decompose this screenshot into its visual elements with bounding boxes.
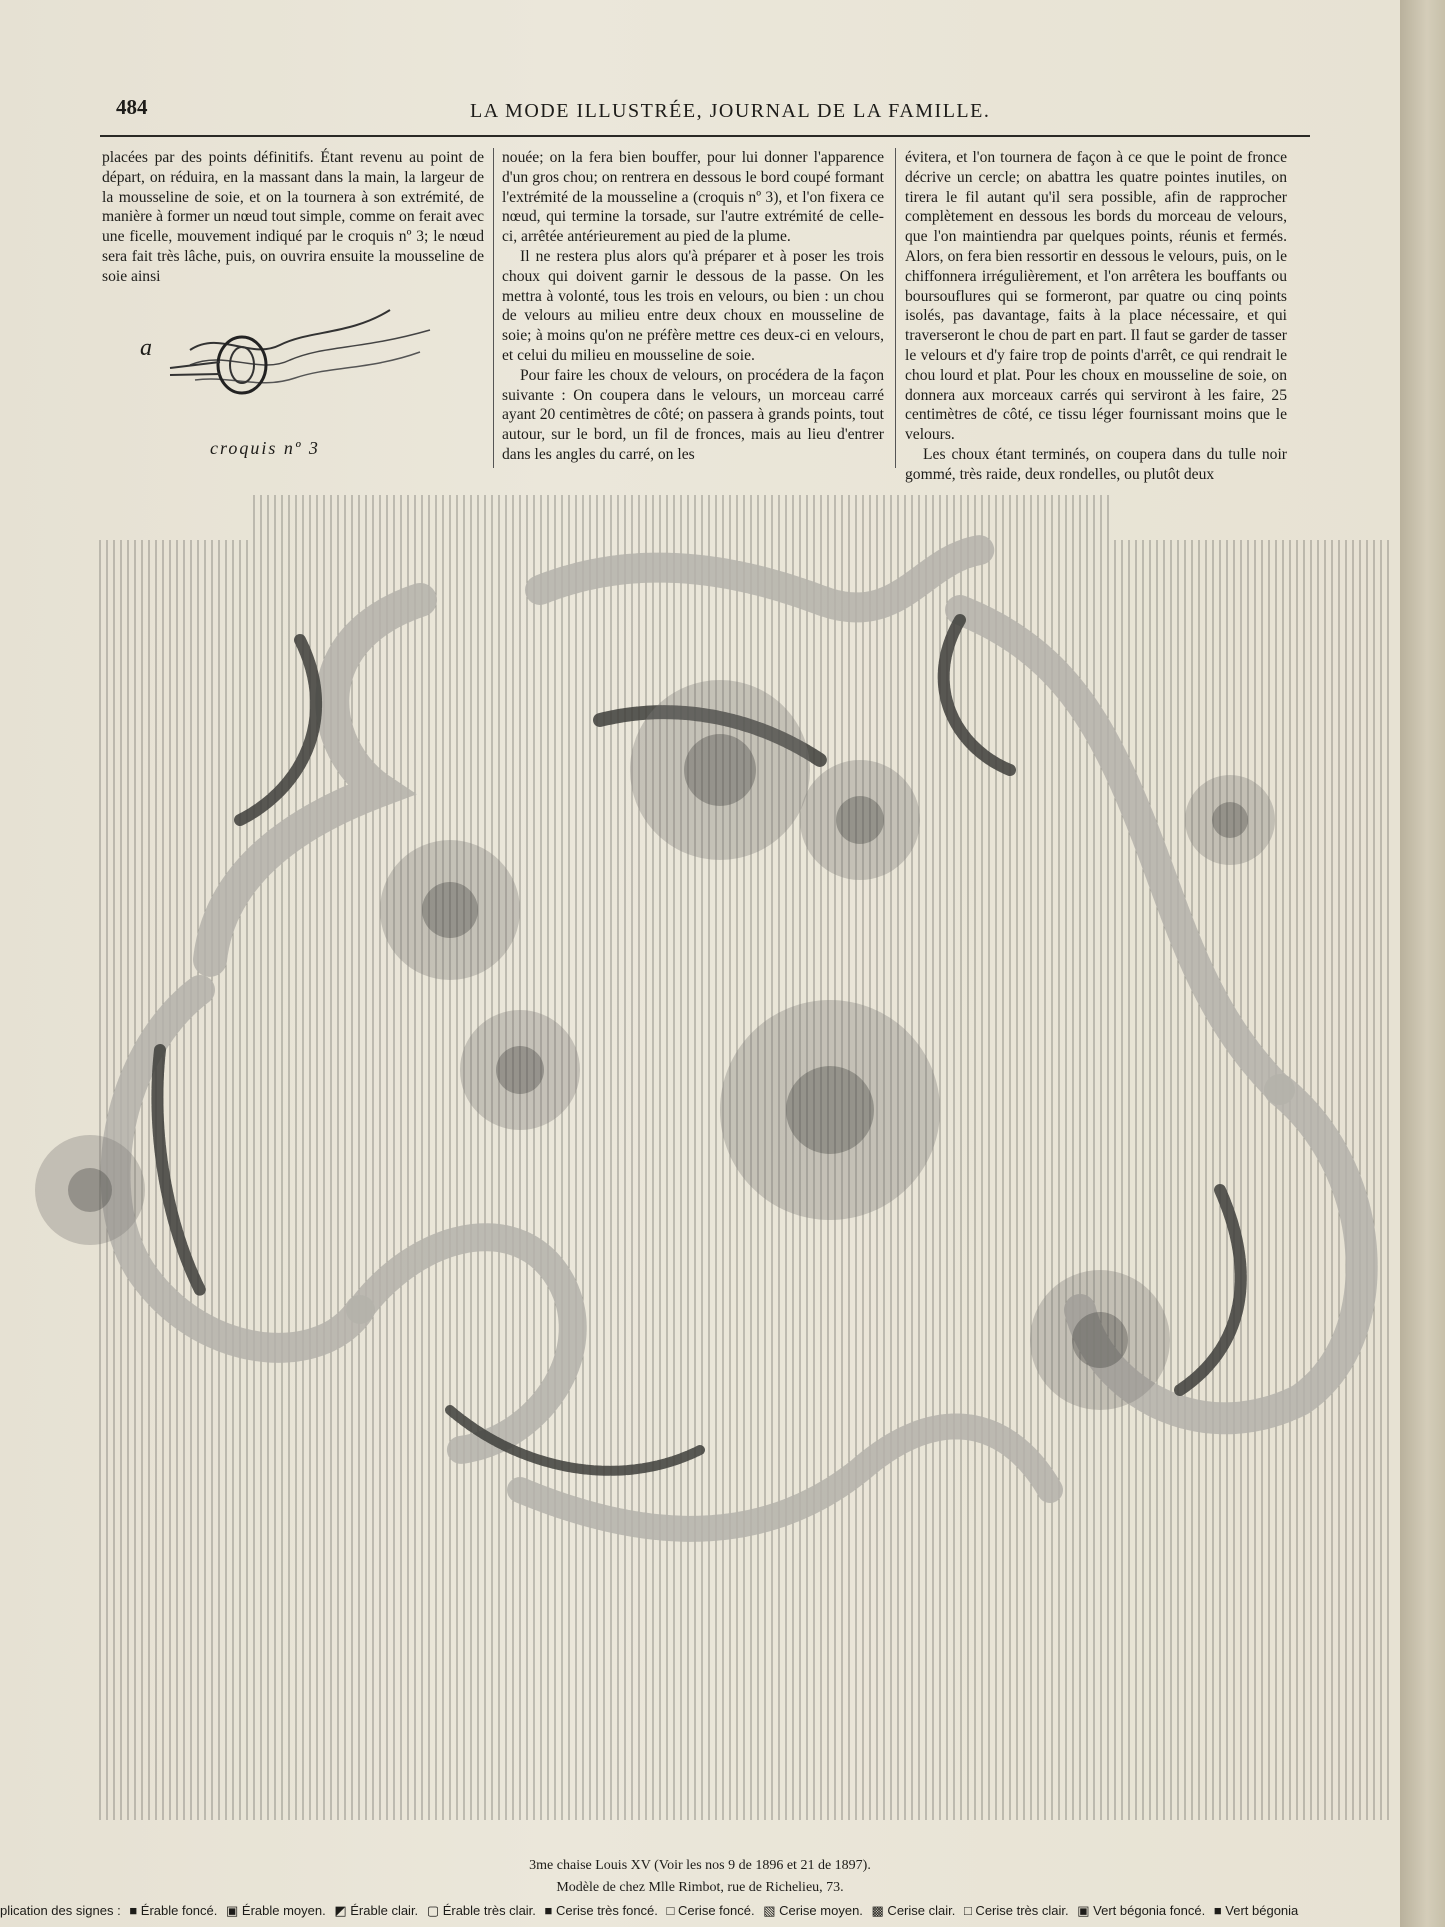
legend-item: ▣ Érable moyen. [226, 1903, 326, 1918]
legend-item: ■ Érable foncé. [129, 1903, 218, 1918]
text-column-1 [102, 148, 484, 287]
scroll-motif [116, 990, 360, 1348]
sketch-caption: croquis nº 3 [210, 438, 320, 458]
legend-item: □ Cerise très clair. [963, 1903, 1069, 1918]
flower-center [1212, 802, 1248, 838]
page-header [100, 95, 1310, 137]
paragraph: Pour faire les choux de velours, on procédera de la façon suivante : On coupera dans le velours, un morceau carré ayant 20 centimètres de côté; on passera à grands points, tout autour, sur le bord, un fil de fronces, mais au lieu d'entrer dans les angles du carré, on les [502, 366, 884, 463]
embroidery-grid-pattern [0, 490, 1400, 1840]
page-number: 484 [116, 95, 148, 119]
paragraph: Il ne restera plus alors qu'à préparer et à poser les trois choux qui doivent garnir le dessous de la passe. On les mettra à volonté, tous les trois en velours, ou bien : un chou de velours au milieu entre deux choux en mousseline de soie; à moins qu'on ne préfère mettre ces deux-ci en velours, et celui du milieu en mousseline de soie. [502, 247, 884, 364]
scroll-motif [520, 1426, 1050, 1528]
column-divider [895, 148, 896, 468]
legend-item: □ Cerise foncé. [666, 1903, 755, 1918]
legend-item: ▢ Érable très clair. [426, 1903, 536, 1918]
scroll-motif [157, 1050, 200, 1290]
text-column-2 [502, 148, 884, 465]
scroll-motif [450, 1410, 700, 1471]
legend-item: ▧ Cerise moyen. [763, 1903, 863, 1918]
flower-center [68, 1168, 112, 1212]
paragraph: placées par des points définitifs. Étant revenu au point de départ, on réduira, en la massant dans la main, la largeur de la mousseline de soie, et on la tournera à son extrémité, de manière à former un nœud tout simple, comme on ferait avec une ficelle, mouvement indiqué par le croquis nº 3; le nœud sera fait très lâche, puis, on ouvrira ensuite la mousseline de soie ainsi [102, 149, 484, 285]
legend-item: ◩ Érable clair. [334, 1903, 419, 1918]
scroll-motif [1180, 1190, 1241, 1390]
legend-prefix: plication des signes : [0, 1903, 121, 1918]
page-edge [1400, 0, 1445, 1927]
legend-item: ■ Cerise très foncé. [544, 1903, 658, 1918]
text-column-3 [905, 148, 1287, 485]
legend-bar [0, 1903, 1445, 1919]
sketch-label-a: a [140, 335, 152, 361]
legend-item: ▩ Cerise clair. [871, 1903, 956, 1918]
paragraph: Les choux étant terminés, on coupera dans du tulle noir gommé, très raide, deux rondelles, ou plutôt deux [905, 445, 1287, 483]
scroll-motif [240, 640, 316, 820]
scroll-motif [540, 550, 980, 607]
legend-item: ▣ Vert bégonia foncé. [1077, 1903, 1206, 1918]
paragraph: nouée; on la fera bien bouffer, pour lui donner l'apparence d'un gros chou; on rentrera en dessous le bord coupé formant l'extrémité de la mousseline a (croquis nº 3), et l'on fixera ce nœud, qui termine la torsade, sur l'autre extrémité de celle-ci, arrêtée antérieurement au pied de la plume. [502, 149, 884, 246]
paragraph: évitera, et l'on tournera de façon à ce que le point de fronce décrive un cercle; on abattra les quatre pointes inutiles, on tirera le fil autant qu'il sera possible, afin de rapprocher complètement en dessous les bords du morceau de velours, que l'on maintiendra par quelques points, réunis et fermés. Alors, on fera bien ressortir en dessous le velours, puis, on le chiffonnera irrégulièrement, et l'on arrêtera les bouffants ou boursouflures qui se formeront, par quatre ou cinq points isolés, pas davantage, faits à la place nécessaire, et qui traverseront le chou de part en part. Il faut se garder de tasser le velours et d'y faire trop de points d'arrêt, ce qui rendrait le chou lourd et plat. Pour les choux en mousseline de soie, on donnera aux morceaux carrés qui serviront à les faire, 25 centimètres de côté, ce tissu léger fournissant moins que le velours. [905, 149, 1287, 444]
flower-center [684, 734, 756, 806]
flower-center [786, 1066, 874, 1154]
column-divider [493, 148, 494, 468]
flower-center [496, 1046, 544, 1094]
figure-credit: Modèle de chez Mlle Rimbot, rue de Richelieu, 73. [556, 1880, 844, 1895]
flower-center [836, 796, 884, 844]
legend-item: ■ Vert bégonia [1213, 1903, 1299, 1918]
journal-title: LA MODE ILLUSTRÉE, JOURNAL DE LA FAMILLE. [470, 100, 991, 122]
scrollwork-motifs [35, 550, 1362, 1529]
figure-caption: 3me chaise Louis XV (Voir les nos 9 de 1896 et 21 de 1897). [529, 1858, 871, 1873]
flower-center [1072, 1312, 1128, 1368]
flower-center [422, 882, 478, 938]
